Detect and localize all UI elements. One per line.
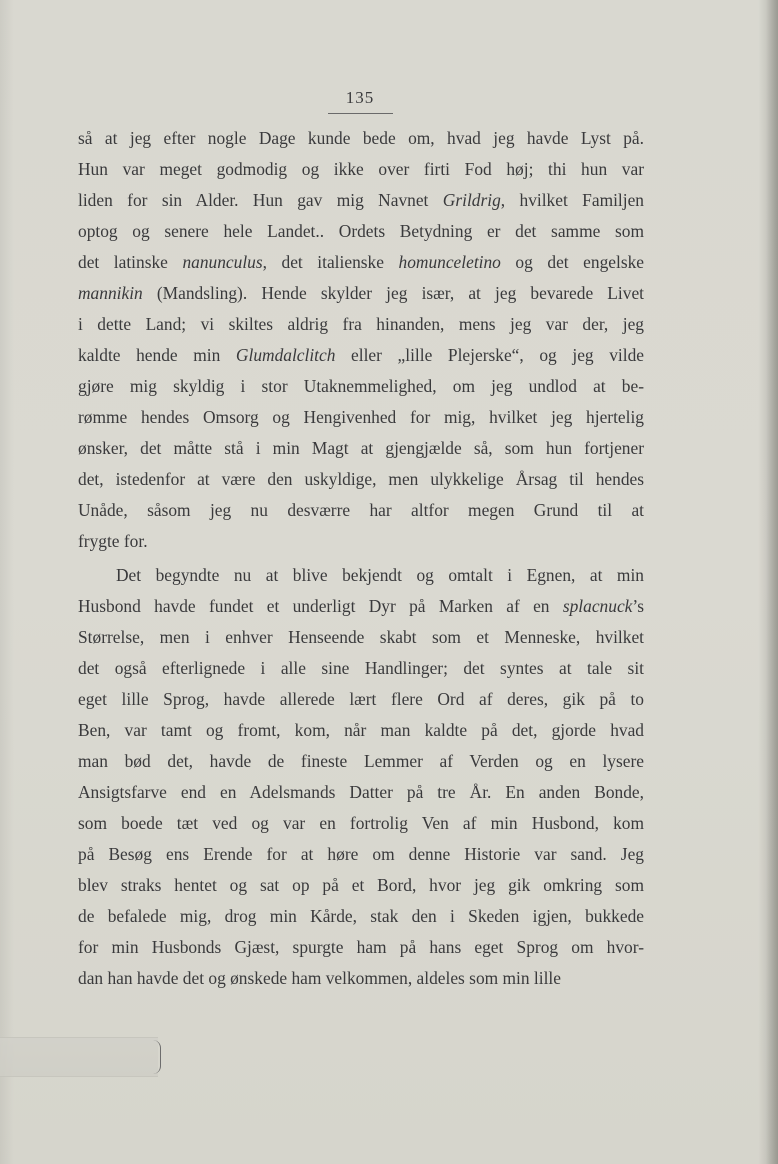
paragraph bbox=[78, 560, 644, 994]
text-run: som boede tæt ved og var en fortrolig Ven af min Husbond, kom bbox=[78, 813, 644, 833]
text-line bbox=[78, 154, 644, 185]
page-edge-bracket bbox=[150, 1040, 161, 1074]
text-line bbox=[78, 963, 644, 994]
text-line bbox=[78, 901, 644, 932]
text-run: Husbond havde fundet et underligt Dyr på Marken af en bbox=[78, 596, 563, 616]
page-number-rule bbox=[328, 113, 393, 114]
text-run: ’s bbox=[632, 596, 644, 616]
text-line bbox=[78, 247, 644, 278]
text-line bbox=[78, 653, 644, 684]
text-run: kaldte hende min bbox=[78, 345, 236, 365]
text-run: (Mandsling). Hende skylder jeg især, at jeg bevarede Livet bbox=[142, 283, 644, 303]
text-line bbox=[78, 526, 644, 557]
text-line bbox=[78, 808, 644, 839]
text-run: Størrelse, men i enhver Henseende skabt som et Menneske, hvilket bbox=[78, 627, 644, 647]
page-edge-tab bbox=[0, 1037, 158, 1077]
text-run: for min Husbonds Gjæst, spurgte ham på hans eget Sprog om hvor- bbox=[78, 937, 644, 957]
text-run: dan han havde det og ønskede ham velkommen, aldeles som min lille bbox=[78, 968, 561, 988]
text-run: i dette Land; vi skiltes aldrig fra hinanden, mens jeg var der, jeg bbox=[78, 314, 644, 334]
italic-term: splacnuck bbox=[562, 596, 633, 616]
text-run: på Besøg ens Erende for at høre om denne Historie var sand. Jeg bbox=[78, 844, 644, 864]
text-run: Unåde, såsom jeg nu desværre har altfor megen Grund til at bbox=[78, 500, 644, 520]
page-number: 135 bbox=[345, 88, 375, 107]
text-line bbox=[78, 402, 644, 433]
italic-term: Glumdalclitch bbox=[235, 345, 336, 365]
italic-term: Grildrig bbox=[442, 190, 501, 210]
text-line bbox=[78, 433, 644, 464]
paragraph bbox=[78, 123, 644, 557]
text-run: Hun var meget godmodig og ikke over firti Fod høj; thi hun var bbox=[78, 159, 644, 179]
text-line bbox=[78, 123, 644, 154]
text-line bbox=[78, 684, 644, 715]
text-run: Ben, var tamt og fromt, kom, når man kaldte på det, gjorde hvad bbox=[78, 720, 644, 740]
text-run: , hvilket Familjen bbox=[500, 190, 645, 210]
text-line bbox=[78, 216, 644, 247]
italic-term: mannikin bbox=[78, 283, 143, 303]
text-run: gjøre mig skyldig i stor Utaknemmelighed, om jeg undlod at be- bbox=[78, 376, 644, 396]
text-run: ønsker, det måtte stå i min Magt at gjengjælde så, som hun fortjener bbox=[78, 438, 644, 458]
text-line bbox=[78, 278, 644, 309]
text-run: eller „lille Plejerske“, og jeg vilde bbox=[335, 345, 644, 365]
italic-term: nanunculus bbox=[182, 252, 263, 272]
text-run: og det engelske bbox=[500, 252, 644, 272]
text-line bbox=[78, 932, 644, 963]
text-run: de befalede mig, drog min Kårde, stak den i Skeden igjen, bukkede bbox=[78, 906, 644, 926]
text-line bbox=[78, 839, 644, 870]
text-line bbox=[78, 185, 644, 216]
text-run: frygte for. bbox=[78, 531, 148, 551]
text-line bbox=[78, 495, 644, 526]
text-line bbox=[78, 870, 644, 901]
text-line bbox=[78, 371, 644, 402]
text-run: det også efterlignede i alle sine Handlinger; det syntes at tale sit bbox=[78, 658, 644, 678]
text-run: man bød det, havde de fineste Lemmer af Verden og en lysere bbox=[78, 751, 644, 771]
text-line bbox=[78, 340, 644, 371]
text-run: blev straks hentet og sat op på et Bord, hvor jeg gik omkring som bbox=[78, 875, 644, 895]
text-line bbox=[78, 777, 644, 808]
text-run: så at jeg efter nogle Dage kunde bede om, hvad jeg havde Lyst på. bbox=[78, 128, 644, 148]
text-run: liden for sin Alder. Hun gav mig Navnet bbox=[78, 190, 443, 210]
page-gutter-shadow bbox=[766, 0, 778, 1164]
body-text bbox=[78, 123, 644, 994]
text-run: Det begyndte nu at blive bekjendt og omtalt i Egnen, at min bbox=[116, 565, 644, 585]
text-line bbox=[78, 560, 644, 591]
text-line bbox=[78, 464, 644, 495]
italic-term: homunceletino bbox=[398, 252, 501, 272]
text-line bbox=[78, 715, 644, 746]
text-line bbox=[78, 746, 644, 777]
text-run: rømme hendes Omsorg og Hengivenhed for mig, hvilket jeg hjertelig bbox=[78, 407, 644, 427]
text-run: optog og senere hele Landet.. Ordets Betydning er det samme som bbox=[78, 221, 644, 241]
text-line bbox=[78, 622, 644, 653]
text-line bbox=[78, 309, 644, 340]
text-run: det, istedenfor at være den uskyldige, men ulykkelige Årsag til hendes bbox=[78, 469, 644, 489]
text-run: eget lille Sprog, havde allerede lært flere Ord af deres, gik på to bbox=[78, 689, 644, 709]
text-run: , det italienske bbox=[262, 252, 399, 272]
text-run: det latinske bbox=[78, 252, 183, 272]
text-run: Ansigtsfarve end en Adelsmands Datter på tre År. En anden Bonde, bbox=[78, 782, 644, 802]
text-line bbox=[78, 591, 644, 622]
